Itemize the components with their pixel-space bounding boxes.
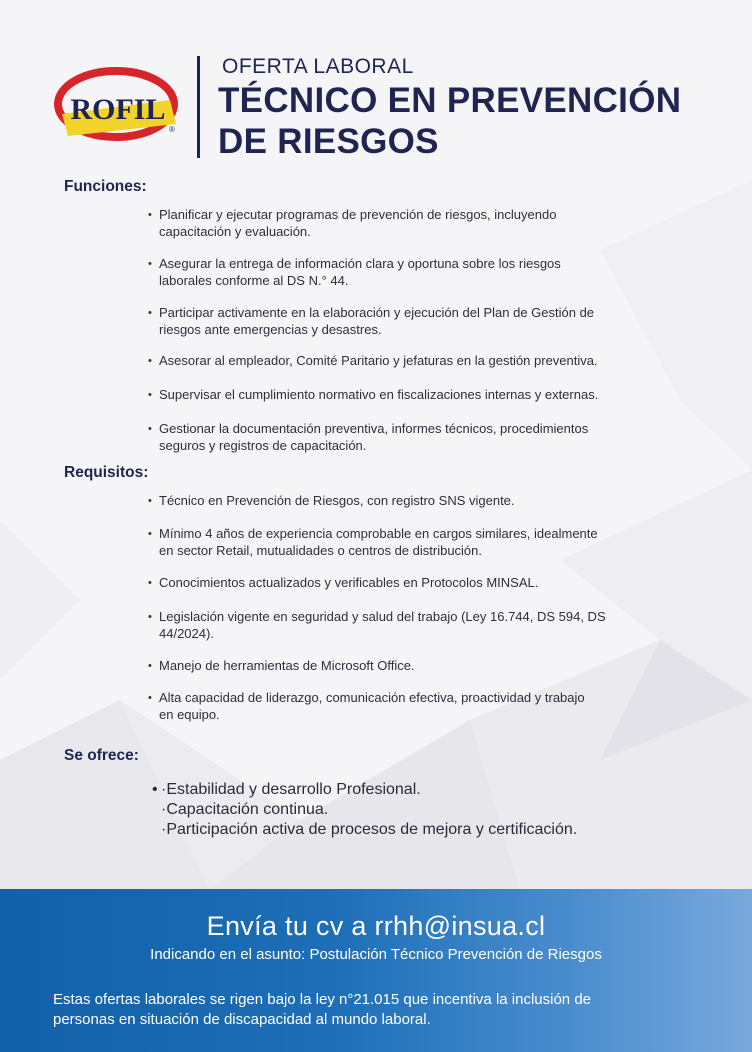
requisitos-item — [146, 609, 676, 642]
funciones-item — [146, 353, 676, 370]
requisitos-item-line: 44/2024). — [159, 625, 214, 641]
header-divider — [197, 56, 200, 158]
requisitos-item-line: • Conocimientos actualizados y verificables en Protocolos MINSAL. — [159, 575, 539, 590]
funciones-item — [146, 421, 676, 454]
funciones-item-line: seguros y registros de capacitación. — [159, 437, 367, 453]
requisitos-item-line: • Legislación vigente en seguridad y salud del trabajo (Ley 16.744, DS 594, DS — [159, 609, 606, 624]
ofrece-list — [152, 780, 577, 840]
ofrece-item: ·Participación activa de procesos de mejora y certificación. — [161, 821, 578, 838]
requisitos-item-line: • Técnico en Prevención de Riesgos, con registro SNS vigente. — [159, 493, 515, 508]
ofrece-item: • ·Estabilidad y desarrollo Profesional. — [152, 781, 421, 798]
funciones-item-line: capacitación y evaluación. — [159, 223, 311, 239]
requisitos-item — [146, 658, 676, 675]
email-subject-note: Indicando en el asunto: Postulación Técnico Prevención de Riesgos — [150, 946, 602, 963]
funciones-item-line: • Gestionar la documentación preventiva, informes técnicos, procedimientos — [159, 421, 589, 436]
requisitos-item — [146, 493, 676, 510]
funciones-item — [146, 207, 676, 240]
footer-banner — [0, 889, 752, 1052]
requisitos-heading: Requisitos: — [64, 464, 149, 481]
title-line-1: TÉCNICO EN PREVENCIÓN — [218, 81, 682, 120]
requisitos-item-line: • Alta capacidad de liderazgo, comunicación efectiva, proactividad y trabajo — [159, 690, 585, 705]
funciones-item-line: • Supervisar el cumplimiento normativo en fiscalizaciones internas y externas. — [159, 387, 599, 402]
requisitos-item — [146, 690, 676, 723]
funciones-item-line: laborales conforme al DS N.° 44. — [159, 272, 349, 288]
page-title — [218, 80, 738, 162]
requisitos-item-line: en sector Retail, mutualidades o centros de distribución. — [159, 542, 483, 558]
ofrece-item: ·Capacitación continua. — [161, 801, 329, 818]
requisitos-item — [146, 526, 676, 559]
funciones-item-line: • Asegurar la entrega de información clara y oportuna sobre los riesgos — [159, 256, 561, 271]
inclusion-note-line-2: personas en situación de discapacidad al mundo laboral. — [53, 1011, 431, 1028]
funciones-item-line: • Participar activamente en la elaboración y ejecución del Plan de Gestión de — [159, 305, 595, 320]
ofrece-heading: Se ofrece: — [64, 747, 139, 764]
apply-email-cta: Envía tu cv a rrhh@insua.cl — [206, 911, 546, 941]
header-eyebrow: OFERTA LABORAL — [222, 55, 414, 78]
logo-text: ROFIL — [70, 93, 166, 126]
requisitos-item-line: • Mínimo 4 años de experiencia comprobable en cargos similares, idealmente — [159, 526, 598, 541]
funciones-item — [146, 256, 676, 289]
funciones-item-line: • Planificar y ejecutar programas de prevención de riesgos, incluyendo — [159, 207, 557, 222]
funciones-heading: Funciones: — [64, 178, 147, 195]
requisitos-item — [146, 575, 676, 592]
requisitos-item-line: • Manejo de herramientas de Microsoft Office. — [159, 658, 415, 673]
funciones-item-line: • Asesorar al empleador, Comité Paritario y jefaturas en la gestión preventiva. — [159, 353, 598, 368]
registered-mark: ® — [169, 125, 175, 134]
inclusion-law-note — [53, 990, 713, 1030]
rofil-logo — [52, 62, 184, 148]
funciones-item — [146, 305, 676, 338]
inclusion-note-line-1: Estas ofertas laborales se rigen bajo la ley n°21.015 que incentiva la inclusión de — [53, 991, 592, 1008]
funciones-item-line: riesgos ante emergencias y desastres. — [159, 321, 382, 337]
title-line-2: DE RIESGOS — [218, 122, 439, 161]
requisitos-item-line: en equipo. — [159, 706, 220, 722]
funciones-item — [146, 387, 676, 404]
